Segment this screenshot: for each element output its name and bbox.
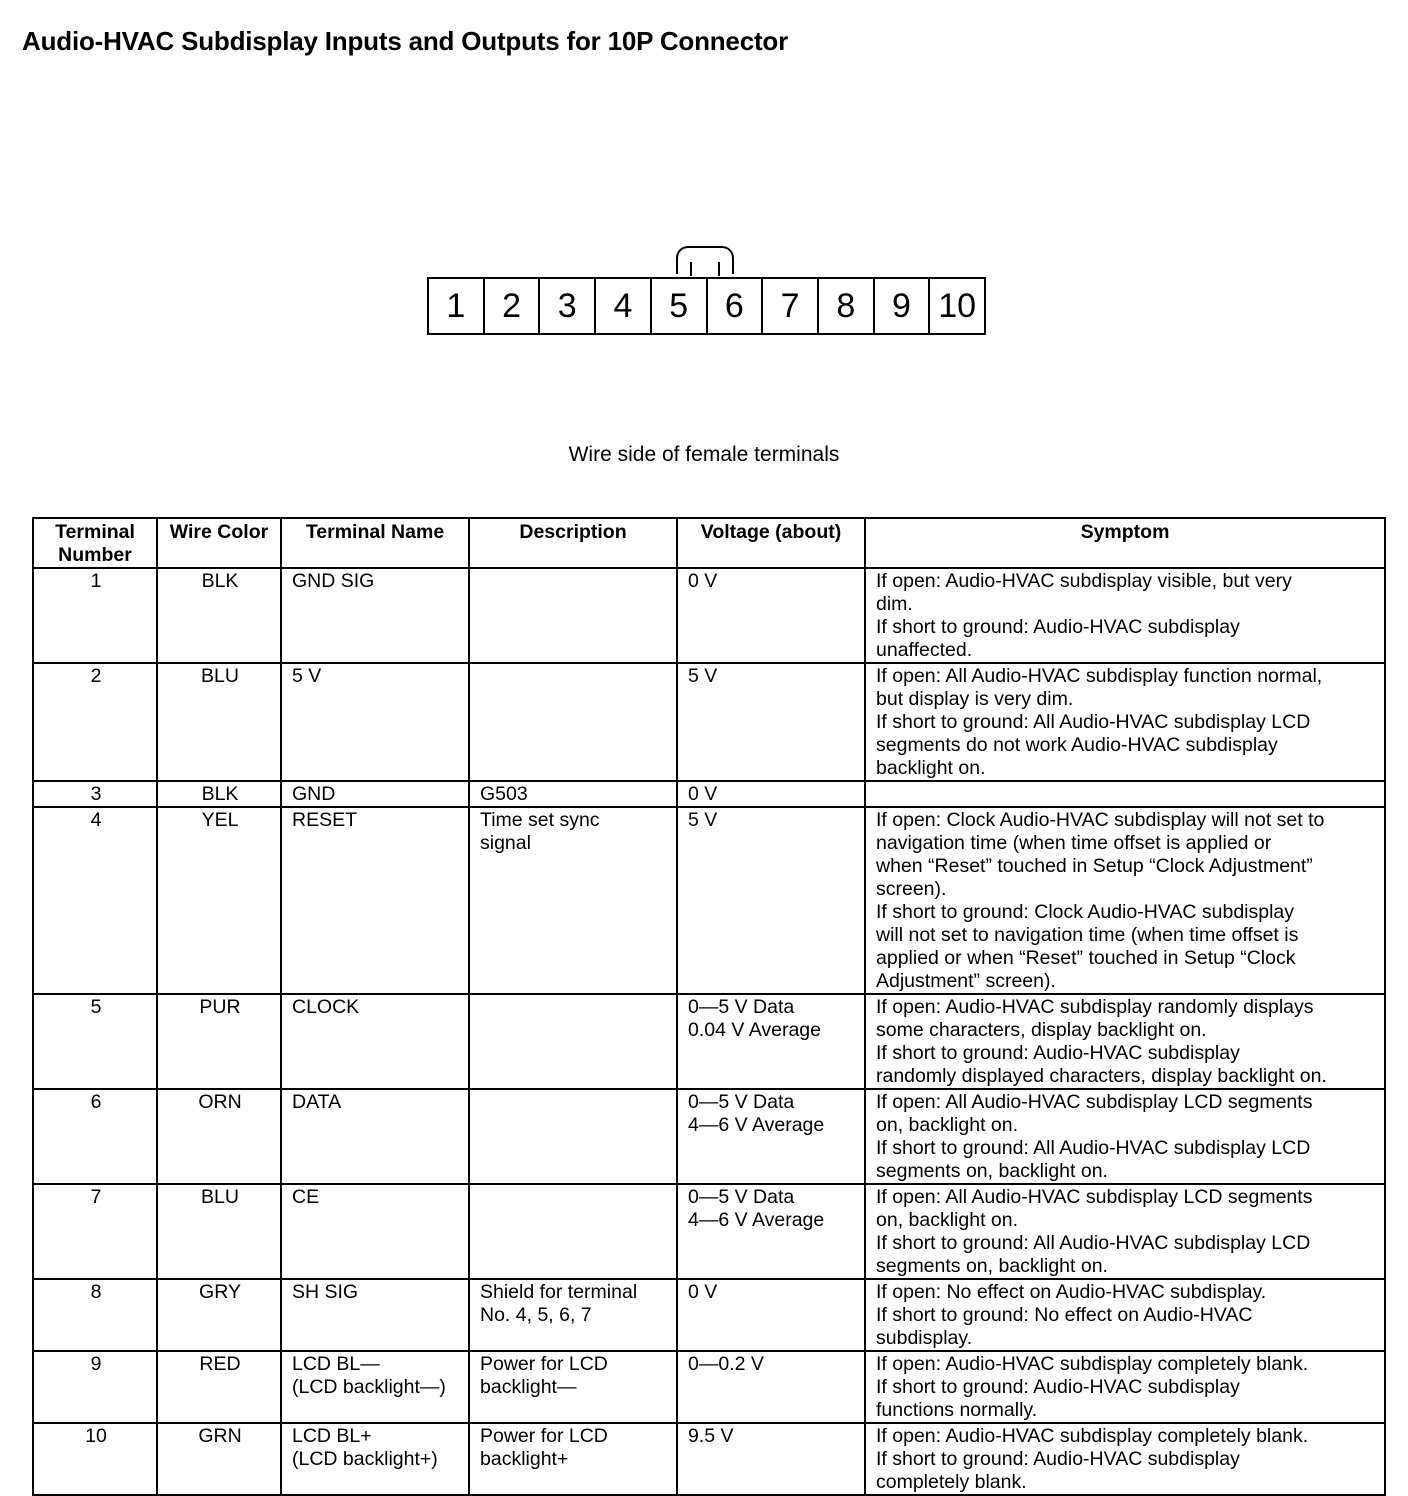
symptom-cell-line: If open: Audio-HVAC subdisplay completely blank. [876,1353,1309,1375]
symptom-cell-line: If short to ground: Audio-HVAC subdisplay [876,1448,1240,1470]
terminal-name-cell [281,1184,469,1279]
terminal-name-cell [281,994,469,1089]
terminal-name-cell-line: GND [292,783,336,805]
connector-pin: 10 [938,286,977,325]
description-cell-line: G503 [480,783,528,805]
header-terminal-name: Terminal Name [281,518,469,568]
voltage-cell-line: 0—5 V Data [688,1091,795,1113]
table-body [33,568,1385,1495]
terminal-name-cell [281,807,469,994]
symptom-cell-line: backlight on. [876,757,986,779]
description-cell [469,1351,677,1423]
wire-color-cell: GRN [157,1423,281,1495]
terminal-table [32,517,1386,1496]
symptom-cell-line: If short to ground: All Audio-HVAC subdisplay LCD [876,1137,1311,1159]
symptom-cell-line: functions normally. [876,1399,1038,1421]
symptom-cell-line: on, backlight on. [876,1114,1019,1136]
connector-caption: Wire side of female terminals [568,443,840,466]
connector-pin: 2 [485,279,541,333]
symptom-cell-line: completely blank. [876,1471,1027,1493]
header-voltage: Voltage (about) [677,518,865,568]
header-description: Description [469,518,677,568]
voltage-cell-line: 9.5 V [688,1425,734,1447]
terminal-name-cell-line: SH SIG [292,1281,359,1303]
page-title: Audio-HVAC Subdisplay Inputs and Outputs for 10P Connector [22,26,789,56]
symptom-cell [865,994,1385,1089]
wire-color-cell: PUR [157,994,281,1089]
symptom-cell-line: unaffected. [876,639,973,661]
terminal-number-cell: 2 [33,663,157,781]
symptom-cell-line: If short to ground: Audio-HVAC subdisplay [876,1042,1240,1064]
wire-color-cell: BLK [157,781,281,807]
symptom-cell-line: If short to ground: All Audio-HVAC subdisplay LCD [876,1232,1311,1254]
terminal-name-cell [281,781,469,807]
terminal-name-cell-line: CE [292,1186,320,1208]
terminal-number-cell: 10 [33,1423,157,1495]
voltage-cell [677,1423,865,1495]
symptom-cell-line: screen). [876,878,947,900]
connector-pin-row [427,277,986,335]
symptom-cell-line: when “Reset” touched in Setup “Clock Adjustment” [876,855,1313,877]
symptom-cell-line: segments on, backlight on. [876,1160,1108,1182]
voltage-cell [677,781,865,807]
symptom-cell-line: If short to ground: No effect on Audio-HVAC [876,1304,1253,1326]
symptom-cell-line: If open: Audio-HVAC subdisplay visible, but very [876,570,1292,592]
terminal-name-cell-line: LCD BL— [292,1353,380,1375]
symptom-cell-line: randomly displayed characters, display backlight on. [876,1065,1327,1087]
table-row [33,781,1385,807]
connector-pin: 9 [875,279,931,333]
terminal-number-cell: 9 [33,1351,157,1423]
description-cell-line: signal [480,832,531,854]
table-row [33,1279,1385,1351]
voltage-cell-line: 4—6 V Average [688,1114,825,1136]
symptom-cell-line: dim. [876,593,913,615]
symptom-cell [865,1351,1385,1423]
description-cell [469,1089,677,1184]
connector-pin: 4 [596,279,652,333]
voltage-cell-line: 4—6 V Average [688,1209,825,1231]
terminal-name-cell-line: RESET [292,809,358,831]
table-header-row [33,518,1385,568]
terminal-name-cell-line: CLOCK [292,996,360,1018]
header-wire-color: Wire Color [157,518,281,568]
terminal-number-cell: 4 [33,807,157,994]
voltage-cell-line: 5 V [688,665,718,687]
wire-color-cell: YEL [157,807,281,994]
terminal-name-cell-line: DATA [292,1091,342,1113]
terminal-number-cell: 7 [33,1184,157,1279]
symptom-cell [865,1423,1385,1495]
voltage-cell-line: 0 V [688,570,718,592]
description-cell-line: Power for LCD [480,1353,608,1375]
voltage-cell-line: 5 V [688,809,718,831]
description-cell-line: Power for LCD [480,1425,608,1447]
symptom-cell-line: will not set to navigation time (when time offset is [876,924,1299,946]
table-row [33,1351,1385,1423]
description-cell [469,568,677,663]
connector-latch [676,246,734,274]
terminal-name-cell-line: GND SIG [292,570,375,592]
wire-color-cell: ORN [157,1089,281,1184]
description-cell [469,663,677,781]
symptom-cell [865,781,1385,807]
symptom-cell-line: If open: All Audio-HVAC subdisplay LCD segments [876,1091,1313,1113]
voltage-cell [677,994,865,1089]
wire-color-cell: GRY [157,1279,281,1351]
table-row [33,1089,1385,1184]
description-cell-line: backlight+ [480,1448,569,1470]
symptom-cell-line: If open: Audio-HVAC subdisplay completely blank. [876,1425,1309,1447]
description-cell [469,781,677,807]
table-row [33,1423,1385,1495]
description-cell-line: backlight— [480,1376,577,1398]
voltage-cell [677,1089,865,1184]
symptom-cell-line: If open: No effect on Audio-HVAC subdisplay. [876,1281,1267,1303]
wire-color-cell: BLU [157,1184,281,1279]
terminal-name-cell-line: (LCD backlight+) [292,1448,438,1470]
symptom-cell-line: If short to ground: Audio-HVAC subdisplay [876,616,1240,638]
terminal-number-cell: 8 [33,1279,157,1351]
terminal-name-cell [281,663,469,781]
wire-color-cell: RED [157,1351,281,1423]
connector-diagram [427,246,986,336]
symptom-cell [865,568,1385,663]
header-text: Number [58,544,132,566]
connector-pin: 5 [652,279,708,333]
description-cell [469,1423,677,1495]
terminal-number-cell: 1 [33,568,157,663]
description-cell-line: No. 4, 5, 6, 7 [480,1304,592,1326]
table-row [33,663,1385,781]
table-row [33,807,1385,994]
terminal-number-cell: 3 [33,781,157,807]
symptom-cell-line: If open: Clock Audio-HVAC subdisplay will not set to [876,809,1325,831]
symptom-cell-line: navigation time (when time offset is applied or [876,832,1272,854]
table-row [33,1184,1385,1279]
voltage-cell-line: 0—5 V Data [688,996,795,1018]
symptom-cell [865,1279,1385,1351]
header-text: Terminal [55,521,135,543]
terminal-name-cell [281,1423,469,1495]
description-cell-line: Shield for terminal [480,1281,638,1303]
wire-color-cell: BLK [157,568,281,663]
voltage-cell [677,1279,865,1351]
voltage-cell-line: 0—0.2 V [688,1353,764,1375]
symptom-cell-line: segments on, backlight on. [876,1255,1108,1277]
terminal-name-cell [281,1089,469,1184]
symptom-cell [865,1089,1385,1184]
terminal-name-cell-line: 5 V [292,665,322,687]
symptom-cell-line: segments do not work Audio-HVAC subdisplay [876,734,1278,756]
symptom-cell [865,663,1385,781]
header-symptom: Symptom [865,518,1385,568]
symptom-cell-line: subdisplay. [876,1327,973,1349]
symptom-cell-line: If open: All Audio-HVAC subdisplay function normal, [876,665,1323,687]
symptom-cell-line: If short to ground: Clock Audio-HVAC subdisplay [876,901,1295,923]
terminal-name-cell [281,1351,469,1423]
description-cell [469,1184,677,1279]
connector-pin: 3 [540,279,596,333]
connector-pin: 8 [819,279,875,333]
terminal-number-cell: 6 [33,1089,157,1184]
symptom-cell-line: some characters, display backlight on. [876,1019,1207,1041]
symptom-cell-line: If short to ground: All Audio-HVAC subdisplay LCD [876,711,1311,733]
terminal-name-cell [281,1279,469,1351]
voltage-cell [677,568,865,663]
voltage-cell-line: 0.04 V Average [688,1019,821,1041]
description-cell [469,1279,677,1351]
voltage-cell-line: 0—5 V Data [688,1186,795,1208]
voltage-cell [677,1351,865,1423]
symptom-cell-line: If open: Audio-HVAC subdisplay randomly displays [876,996,1314,1018]
terminal-name-cell-line: (LCD backlight—) [292,1376,446,1398]
symptom-cell [865,1184,1385,1279]
terminal-name-cell-line: LCD BL+ [292,1425,372,1447]
voltage-cell [677,807,865,994]
table-row [33,568,1385,663]
wire-color-cell: BLU [157,663,281,781]
voltage-cell-line: 0 V [688,783,718,805]
description-cell-line: Time set sync [480,809,600,831]
terminal-name-cell [281,568,469,663]
symptom-cell-line: on, backlight on. [876,1209,1019,1231]
symptom-cell-line: but display is very dim. [876,688,1074,710]
description-cell [469,807,677,994]
connector-pin: 6 [708,279,764,333]
symptom-cell-line: applied or when “Reset” touched in Setup “Clock [876,947,1296,969]
header-terminal-number [33,518,157,568]
symptom-cell-line: Adjustment” screen). [876,970,1056,992]
symptom-cell-line: If short to ground: Audio-HVAC subdisplay [876,1376,1240,1398]
description-cell [469,994,677,1089]
terminal-number-cell: 5 [33,994,157,1089]
table-row [33,994,1385,1089]
voltage-cell [677,663,865,781]
connector-pin: 1 [429,279,485,333]
voltage-cell-line: 0 V [688,1281,718,1303]
connector-pin: 7 [763,279,819,333]
symptom-cell-line: If open: All Audio-HVAC subdisplay LCD segments [876,1186,1313,1208]
symptom-cell [865,807,1385,994]
voltage-cell [677,1184,865,1279]
